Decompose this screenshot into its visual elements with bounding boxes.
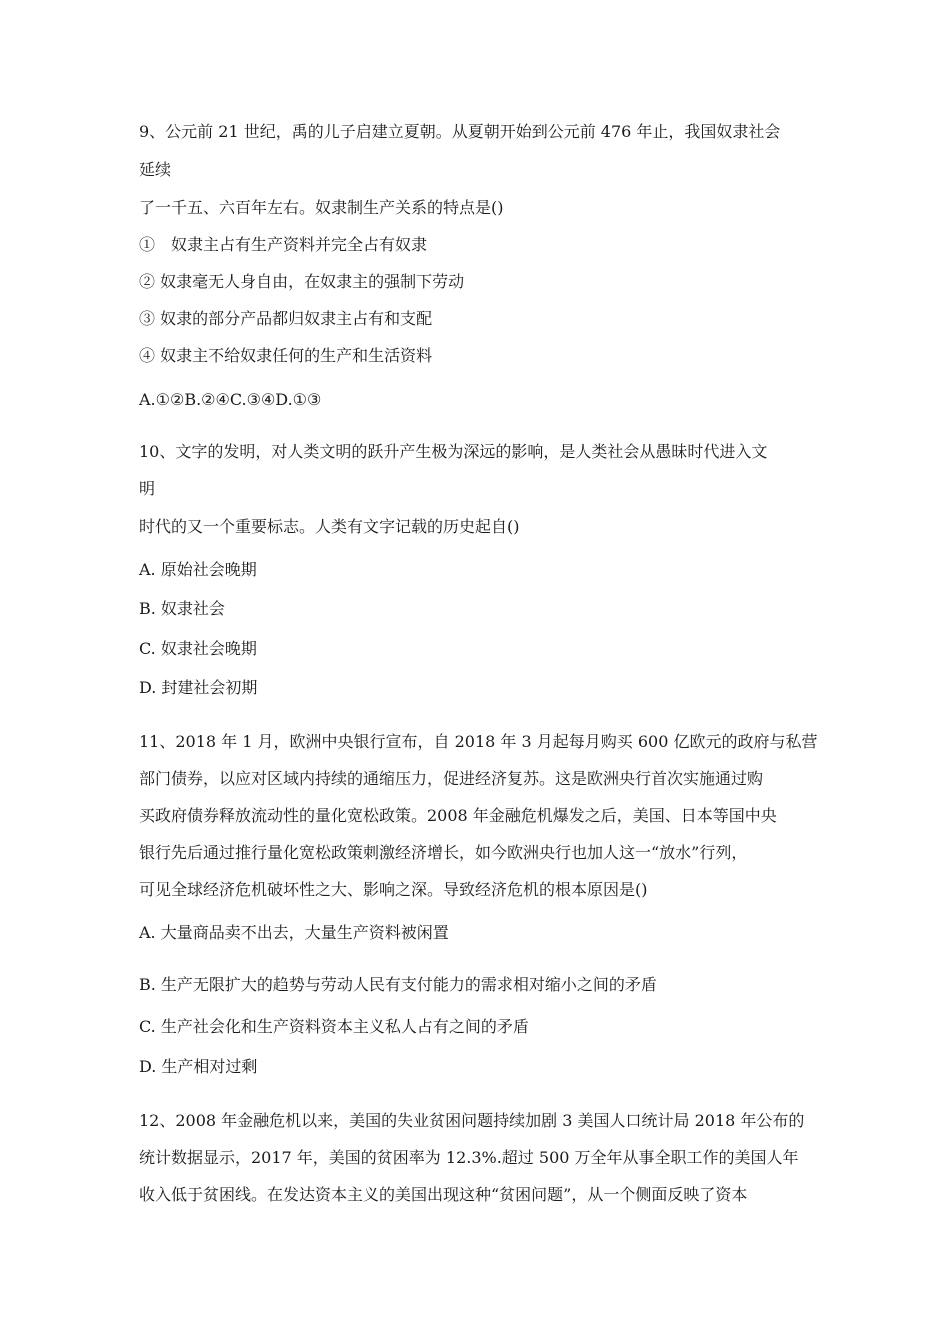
q9-statement-4: ④ 奴隶主不给奴隶任何的生产和生活资料 (139, 346, 433, 365)
q10-option-b: B. 奴隶社会 (139, 599, 225, 618)
q10-stem-line-1: 10、文字的发明，对人类文明的跃升产生极为深远的影响，是人类社会从愚昧时代进入文 (139, 442, 768, 461)
q10-stem-line-3: 时代的又一个重要标志。人类有文字记载的历史起自() (139, 517, 520, 536)
q11-stem-line-1: 11、2018 年 1 月，欧洲中央银行宣布，自 2018 年 3 月起每月购买 600 亿欧元的政府与私营 (139, 732, 818, 751)
q12-stem-line-3: 收入低于贫困线。在发达资本主义的美国出现这种“贫困问题”，从一个侧面反映了资本 (139, 1185, 748, 1204)
q11-option-b: B. 生产无限扩大的趋势与劳动人民有支付能力的需求相对缩小之间的矛盾 (139, 975, 657, 994)
q9-stem-line-2: 延续 (139, 160, 172, 179)
q9-stem-line-1: 9、公元前 21 世纪，禹的儿子启建立夏朝。从夏朝开始到公元前 476 年止，我国奴隶社会 (139, 122, 781, 141)
q9-stem-line-3: 了一千五、六百年左右。奴隶制生产关系的特点是() (139, 198, 504, 217)
q9-answer-choices: A.①②B.②④C.③④D.①③ (139, 390, 322, 409)
q9-statement-3: ③ 奴隶的部分产品都归奴隶主占有和支配 (139, 309, 433, 328)
q10-option-a: A. 原始社会晚期 (139, 560, 257, 579)
q11-option-c: C. 生产社会化和生产资料资本主义私人占有之间的矛盾 (139, 1017, 529, 1036)
q11-option-d: D. 生产相对过剩 (139, 1057, 258, 1076)
q12-stem-line-1: 12、2008 年金融危机以来，美国的失业贫困问题持续加剧 3 美国人口统计局 2018 年公布的 (139, 1111, 805, 1130)
q11-stem-line-3: 买政府债券释放流动性的量化宽松政策。2008 年金融危机爆发之后，美国、日本等国中央 (139, 806, 777, 825)
q9-statement-1: ① 奴隶主占有生产资料并完全占有奴隶 (139, 235, 428, 254)
q11-stem-line-5: 可见全球经济危机破坏性之大、影响之深。导致经济危机的根本原因是() (139, 880, 648, 899)
q11-option-a: A. 大量商品卖不出去，大量生产资料被闲置 (139, 923, 449, 942)
q12-stem-line-2: 统计数据显示，2017 年，美国的贫困率为 12.3%.超过 500 万全年从事全职工作的美国人年 (139, 1148, 799, 1167)
q9-statement-2: ② 奴隶毫无人身自由，在奴隶主的强制下劳动 (139, 272, 465, 291)
q11-stem-line-2: 部门债券，以应对区域内持续的通缩压力，促进经济复苏。这是欧洲央行首次实施通过购 (139, 769, 764, 788)
q10-stem-line-2: 明 (139, 479, 156, 498)
q11-stem-line-4: 银行先后通过推行量化宽松政策刺激经济增长，如今欧洲央行也加人这一“放水”行列， (139, 843, 748, 862)
q10-option-d: D. 封建社会初期 (139, 678, 258, 697)
q10-option-c: C. 奴隶社会晚期 (139, 639, 257, 658)
